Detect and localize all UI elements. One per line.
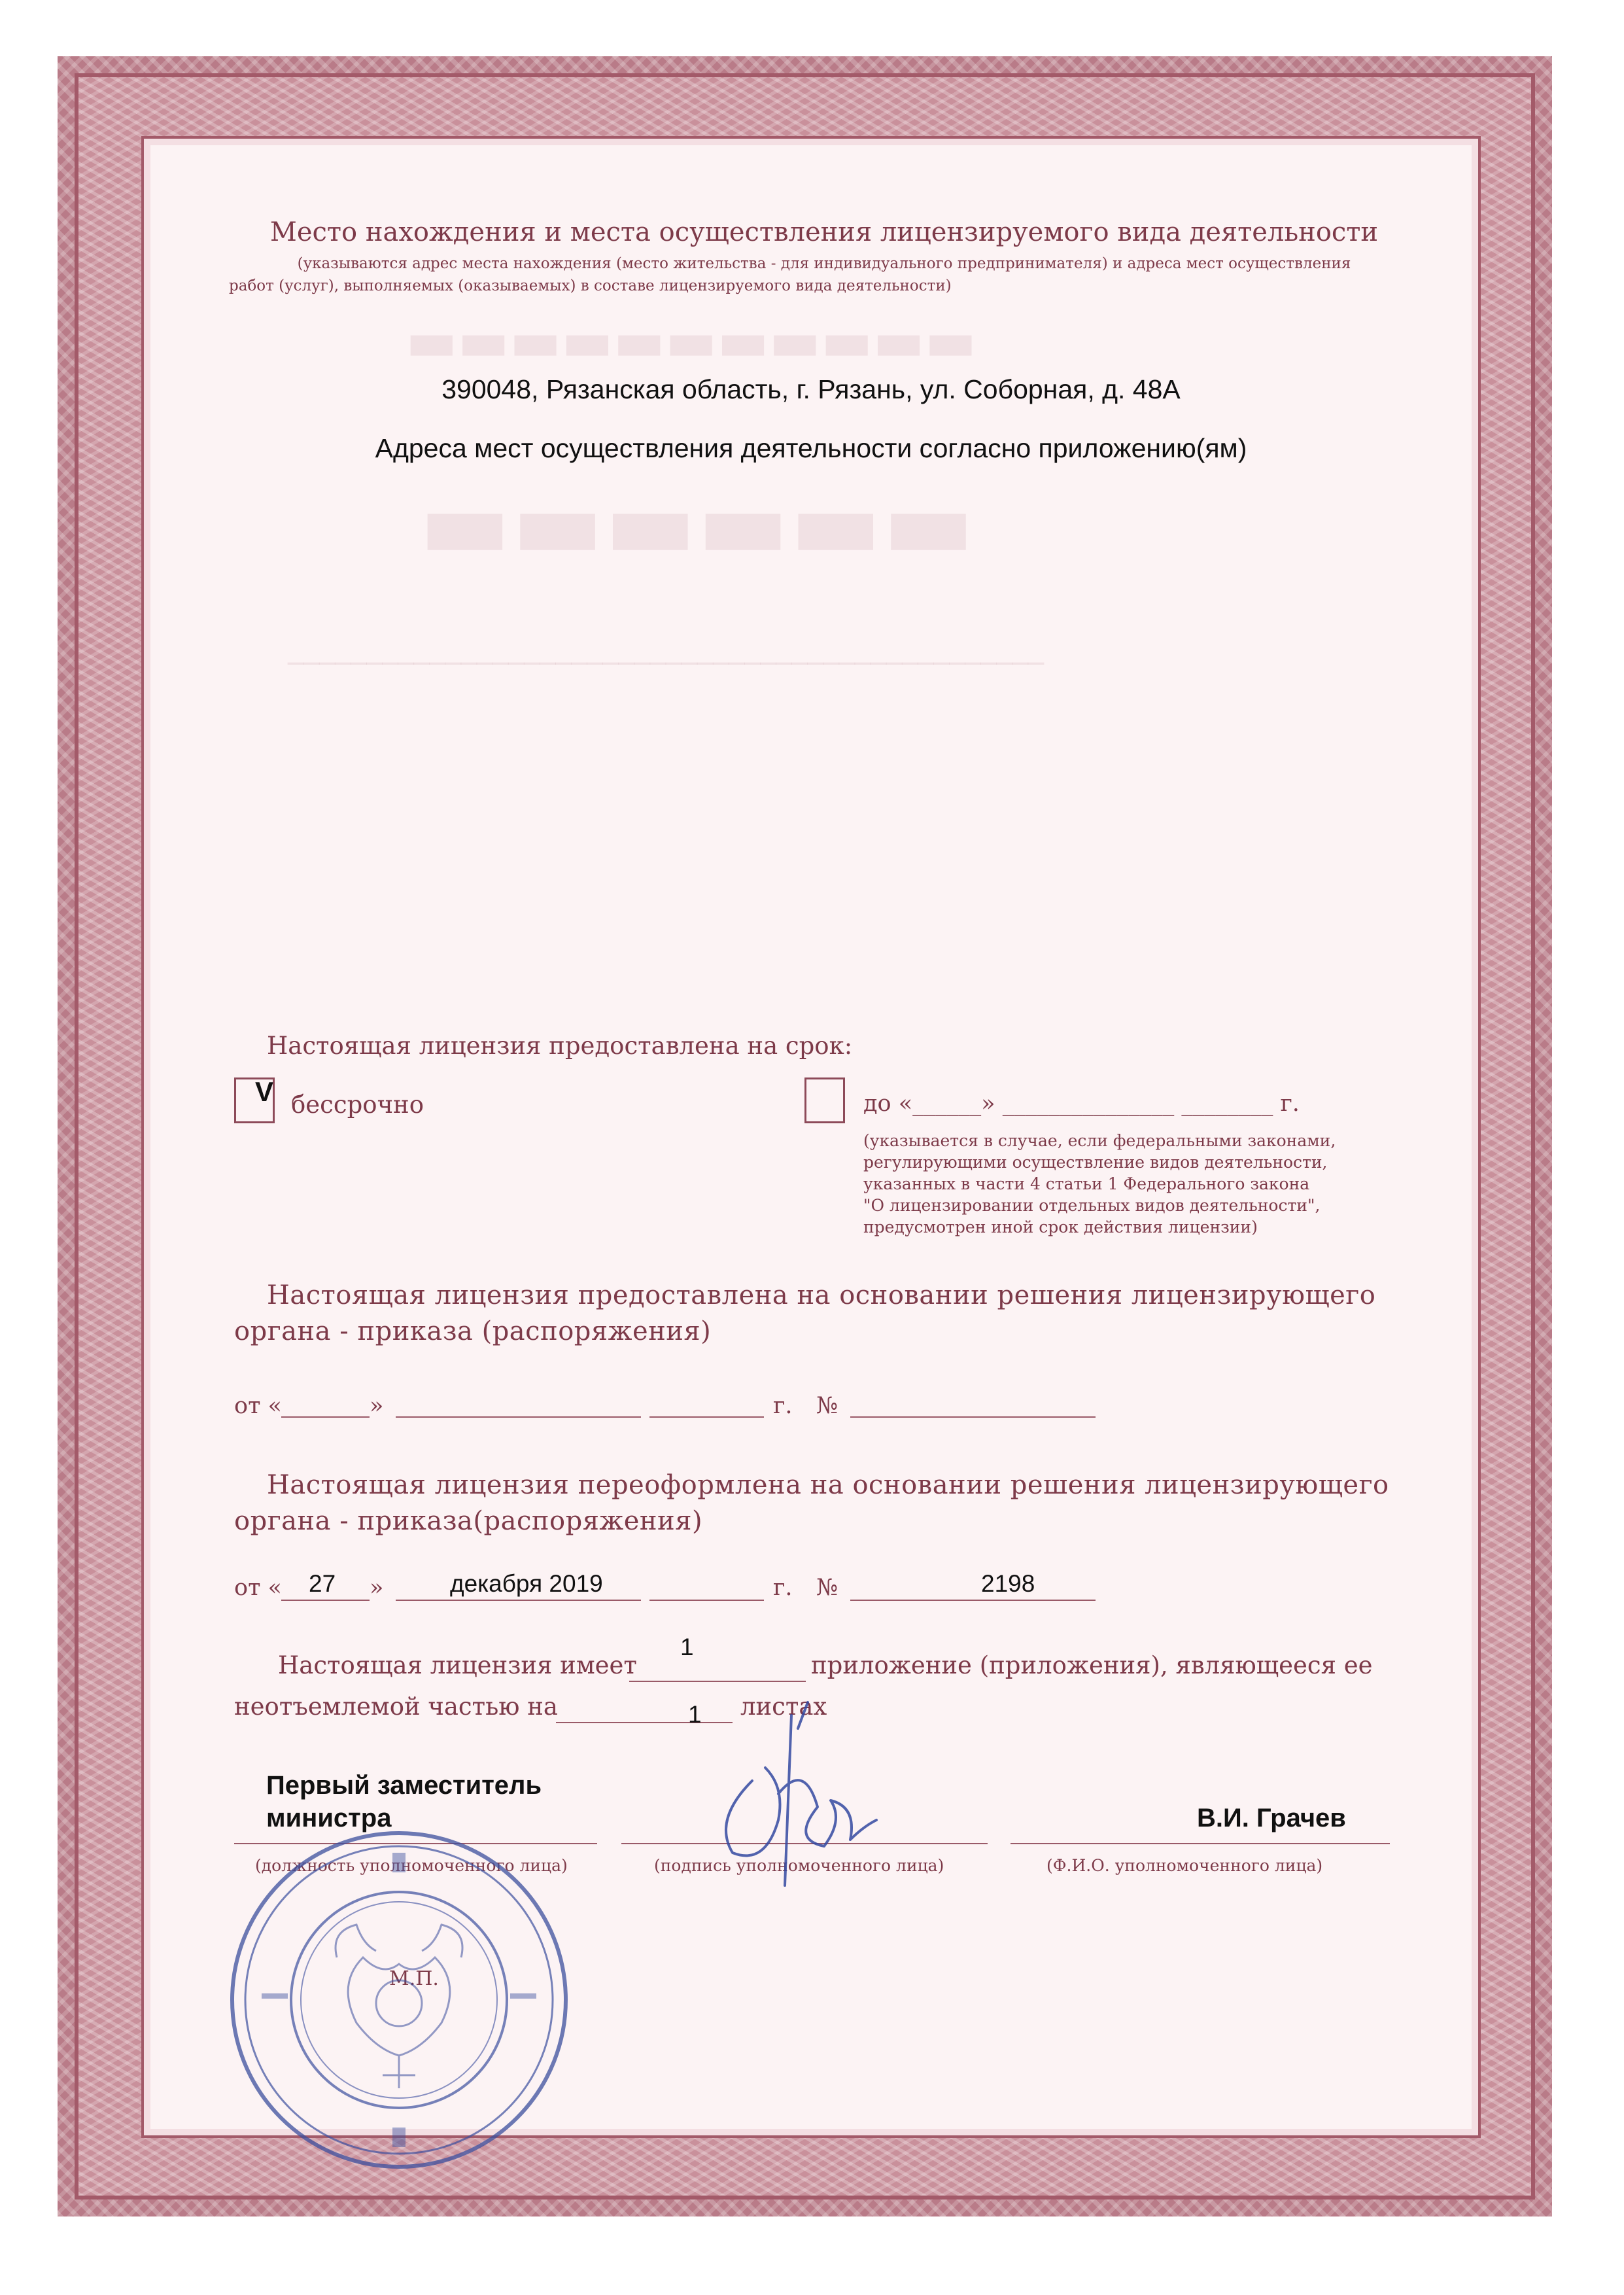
date-day-line [281,1600,370,1601]
reissue-month-year: декабря 2019 [450,1570,603,1597]
caption: (Ф.И.О. уполномоченного лица) [1046,1856,1323,1875]
year-suffix: г. [773,1575,793,1601]
date-open: от « [234,1575,282,1601]
date-close: » [370,1393,384,1419]
appendix-text: листах [740,1692,827,1721]
address-line: Адреса мест осуществления деятельности согласно приложению(ям) [375,433,1247,463]
appendix-text: неотъемлемой частью на [234,1692,558,1721]
caption: (должность уполномоченного лица) [255,1856,568,1875]
appendix-count: 1 [680,1634,694,1660]
checkbox-until[interactable] [804,1077,845,1123]
license-sheet [141,136,1481,2138]
number-label: № [816,1575,838,1601]
basis-text: органа - приказа (распоряжения) [234,1316,712,1346]
appendix-count-line [629,1681,806,1682]
unlimited-label: бессрочно [291,1091,424,1119]
page-subtitle: работ (услуг), выполняемых (оказываемых) в составе лицензируемого вида деятельности) [229,277,952,294]
term-intro: Настоящая лицензия предоставлена на срок: [267,1032,853,1060]
caption: (подпись уполномоченного лица) [654,1856,944,1875]
ghost-text: ▬▬▬▬▬▬ [419,466,975,581]
checkbox-mark: V [255,1076,274,1107]
ghost-text: ──────────────────────────────────────────────── [288,649,1044,679]
number-line [850,1416,1096,1418]
reissue-day: 27 [309,1570,336,1597]
date-month-line [396,1600,641,1601]
note-line: "О лицензировании отдельных видов деятельности", [863,1196,1321,1215]
reissue-text: Настоящая лицензия переоформлена на основании решения лицензирующего [267,1470,1389,1500]
appendix-text: Настоящая лицензия имеет [278,1651,637,1679]
date-open: от « [234,1393,282,1419]
date-close: » [370,1575,384,1601]
note-line: предусмотрен иной срок действия лицензии) [863,1218,1258,1236]
official-stamp [226,1827,572,2173]
name-line [1011,1843,1390,1844]
number-label: № [816,1393,838,1419]
date-month-line [396,1416,641,1418]
appendix-text: приложение (приложения), являющееся ее [811,1651,1373,1679]
date-year-line [649,1416,764,1418]
page-title: Место нахождения и места осуществления лицензируемого вида деятельности [269,217,1379,247]
date-day-line [281,1416,370,1418]
year-suffix: г. [773,1393,793,1419]
reissue-text: органа - приказа(распоряжения) [234,1506,703,1536]
until-label: до «______» _______________ ________ г. [863,1091,1300,1117]
page-subtitle: (указываются адрес места нахождения (место жительства - для индивидуального предпринимателя) и адреса мест осуществления [297,255,1351,272]
note-line: регулирующими осуществление видов деятельности, [863,1153,1328,1172]
address-line: 390048, Рязанская область, г. Рязань, ул. Соборная, д. 48А [441,374,1181,404]
handwritten-signature [693,1689,890,1899]
number-line [850,1600,1096,1601]
signer-position: Первый заместитель [266,1771,542,1800]
note-line: (указывается в случае, если федеральными законами, [863,1131,1336,1150]
note-line: указанных в части 4 статьи 1 Федерального закона [863,1174,1310,1193]
appendix-sheets: 1 [688,1701,702,1728]
signer-name: В.И. Грачев [1197,1804,1346,1832]
date-year-line [649,1600,764,1601]
until-note [863,1130,1400,1238]
mp-label: М.П. [389,1967,439,1990]
reissue-number: 2198 [981,1570,1035,1597]
ghost-text: ▬▬▬▬▬▬▬▬▬▬▬ [406,309,977,373]
signer-position: министра [266,1804,392,1832]
basis-text: Настоящая лицензия предоставлена на основании решения лицензирующего [267,1280,1376,1310]
